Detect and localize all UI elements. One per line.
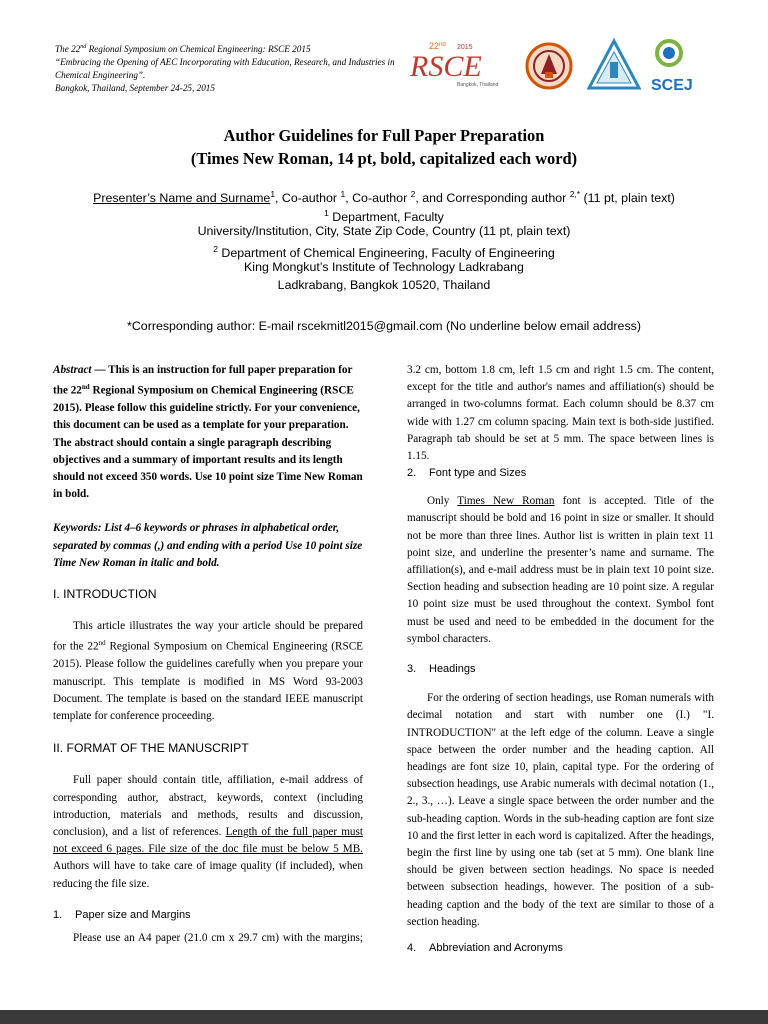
right-column (407, 362, 714, 957)
affiliation-2-department: $^2$ Department of Chemical Engineering, Faculty of Engineering (213, 244, 555, 261)
subsection-heading-font: 2. Font type and Sizes (407, 467, 527, 479)
conference-header (55, 41, 395, 95)
section-heading-format: II. FORMAT OF THE MANUSCRIPT (53, 741, 249, 756)
section-heading-introduction: I. INTRODUCTION (53, 586, 157, 601)
affiliation-1-institution: University/Institution, City, State Zip Code, Country (11 pt, plain text) (197, 224, 571, 238)
corresponding-email: *Corresponding author: E-mail rscekmitl2015@gmail.com (No underline below email address) (127, 319, 641, 333)
svg-text:22nd: 22nd (429, 41, 446, 51)
affiliation-1-department: $^1$ Department, Faculty (324, 208, 444, 225)
scej-logo (651, 41, 693, 94)
left-column (53, 362, 363, 947)
font-paragraph: Only Times New Roman font is accepted. Title of the manuscript should be bold and 16 point in size or smaller. It should not be more than three lines. Author list is written in plain text 11 point size, and underline the presenter’s name and surname. The affiliation(s), and e-mail address must be in plain text 10 point size. Section heading and subsection heading are 10 point size. A regular 10 point size must be used throughout the context. Symbol font must be used and need to be embedded in the document for the symbol characters. (407, 495, 715, 645)
format-paragraph: Full paper should contain title, affiliation, e-mail address of corresponding author, abstract, keywords, context (including introduction, materials and methods, results and discussion, conclusion), and a list of references. Length of the full paper must not exceed 6 pages. File size of the doc file must be below 5 MB. Authors will have to take care of image quality (if included), when reducing the file size. (53, 774, 363, 890)
rsce-logo (409, 41, 499, 88)
subsection-heading-headings: 3. Headings (407, 663, 476, 676)
paper-size-continued-text: 3.2 cm, bottom 1.8 cm, left 1.5 cm and right 1.5 cm. The content, except for the title and author's names and affiliation(s) should be arranged in two-columns format. Each column should be 8.37 cm wide with 1.27 cm column spacing. Main text is both-side justified. Paragraph tab should be set at 5 mm. The space between lines is 1.15. (407, 364, 714, 463)
author-list: Presenter’s Name and Surname$^1$, Co-author $^1$, Co-author $^2$, and Corresponding author $^{2,*}$ (11 pt, plain text) (93, 189, 675, 206)
affiliation-2-address: Ladkrabang, Bangkok 10520, Thailand (277, 278, 491, 292)
paper-size-paragraph-continued (407, 362, 714, 465)
svg-text:Bangkok, Thailand: Bangkok, Thailand (457, 82, 499, 88)
paper-size-paragraph-start: Please use an A4 paper (21.0 cm x 29.7 cm) with the margins; (73, 931, 363, 944)
conference-theme: “Embracing the Opening of AEC Incorporating with Education, Research, and Industries in Chemical Engineering”. (55, 57, 395, 81)
svg-text:SCEJ: SCEJ (651, 77, 693, 94)
introduction-paragraph: This article illustrates the way your article should be prepared for the 22nd Regional Symposium on Chemical Engineering (RSCE 2015). Please follow the guidelines carefully when you prepare your manuscript. This template is modified in MS Word 93-2003 Document. The template is based on the standard IEEE manuscript template for conference proceeding. (53, 620, 363, 722)
university-seal-logo (527, 44, 571, 88)
svg-text:2015: 2015 (457, 44, 473, 51)
sponsor-logos (407, 36, 727, 96)
conference-name: The 22nd Regional Symposium on Chemical Engineering: RSCE 2015 (55, 44, 311, 55)
headings-paragraph: For the ordering of section headings, use Roman numerals with decimal notation and start with number one (I.) "I. INTRODUCTION" at the left edge of the column. Leave a single space between the order number and the heading caption. All headings are font size 10, plain, capital type. For the ordering of subsection headings, use Arabic numerals with decimal notation (1., 2., 3., …). Leave a single space between the order number and the sub-heading caption. Words in the sub-heading caption are font size 10 and the first letter in each word is capitalized. After the headings, begin the first line by using one tab (set at 5 mm). One blank line should be given between section headings. No space is needed between subsection headings, however. The position of a sub-heading caption and the body of the text are similar to those of a section heading. (407, 692, 714, 928)
page-bottom-edge (0, 1010, 768, 1024)
paper-title-subline: (Times New Roman, 14 pt, bold, capitalized each word) (190, 149, 578, 168)
affiliation-2-institution: King Mongkut’s Institute of Technology Ladkrabang (244, 260, 524, 274)
abstract: Abstract — This is an instruction for full paper preparation for the 22nd Regional Symposium on Chemical Engineering (RSCE 2015). Please follow this guideline strictly. For your convenience, this document can be used as a template for your preparation. The abstract should contain a single paragraph describing objectives and a summary of important results and its length should not exceed 350 words. Use 10 point size Time New Roman in bold. (53, 364, 363, 501)
svg-text:RSCE: RSCE (410, 50, 482, 83)
conference-venue-date: Bangkok, Thailand, September 24-25, 2015 (55, 83, 215, 94)
paper-title: Author Guidelines for Full Paper Preparation (223, 126, 545, 145)
presenter-name: Presenter’s Name and Surname (93, 191, 271, 206)
keywords: Keywords: List 4–6 keywords or phrases in alphabetical order, separated by commas (,) and ending with a period Use 10 point size Time New Roman in italic and bold. (53, 522, 363, 569)
subsection-heading-abbreviation: 4. Abbreviation and Acronyms (407, 942, 563, 955)
association-triangle-logo (589, 41, 639, 88)
subsection-heading-paper-size: 1. Paper size and Margins (53, 908, 191, 921)
